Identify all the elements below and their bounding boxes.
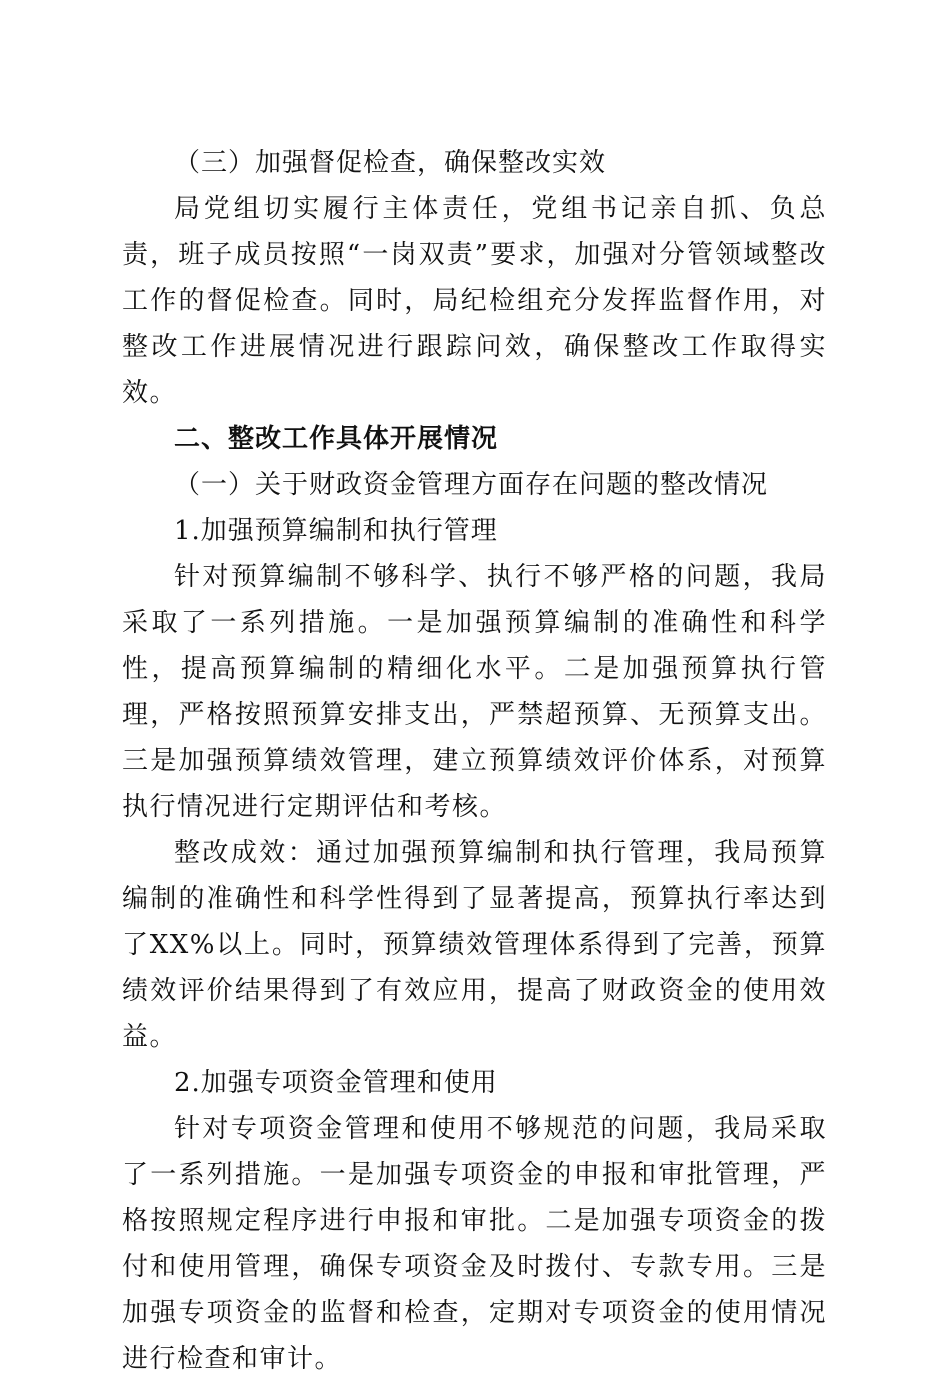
item-1-results-paragraph: 整改成效：通过加强预算编制和执行管理，我局预算编制的准确性和科学性得到了显著提高，预算执行率达到了XX%以上。同时，预算绩效管理体系得到了完善，预算绩效评价结果得到了有效应用，提高了财政资金的使用效益。 bbox=[122, 838, 827, 1052]
item-2-measures-paragraph: 针对专项资金管理和使用不够规范的问题，我局采取了一系列措施。一是加强专项资金的申报和审批管理，严格按照规定程序进行申报和审批。二是加强专项资金的拨付和使用管理，确保专项资金及时拨付、专款专用。三是加强专项资金的监督和检查，定期对专项资金的使用情况进行检查和审计。 bbox=[122, 1114, 827, 1374]
part-2-heading: 二、整改工作具体开展情况 bbox=[174, 424, 499, 454]
item-1-heading: 1.加强预算编制和执行管理 bbox=[174, 516, 498, 546]
subsection-1-heading: （一）关于财政资金管理方面存在问题的整改情况 bbox=[174, 470, 769, 500]
item-2-heading: 2.加强专项资金管理和使用 bbox=[174, 1068, 498, 1098]
document-page bbox=[122, 140, 827, 1382]
section-3-heading: （三）加强督促检查，确保整改实效 bbox=[174, 148, 607, 178]
item-1-measures-paragraph: 针对预算编制不够科学、执行不够严格的问题，我局采取了一系列措施。一是加强预算编制的准确性和科学性，提高预算编制的精细化水平。二是加强预算执行管理，严格按照预算安排支出，严禁超预算、无预算支出。三是加强预算绩效管理，建立预算绩效评价体系，对预算执行情况进行定期评估和考核。 bbox=[122, 562, 827, 822]
section-3-paragraph: 局党组切实履行主体责任，党组书记亲自抓、负总责，班子成员按照“一岗双责”要求，加强对分管领域整改工作的督促检查。同时，局纪检组充分发挥监督作用，对整改工作进展情况进行跟踪问效，确保整改工作取得实效。 bbox=[122, 194, 827, 408]
